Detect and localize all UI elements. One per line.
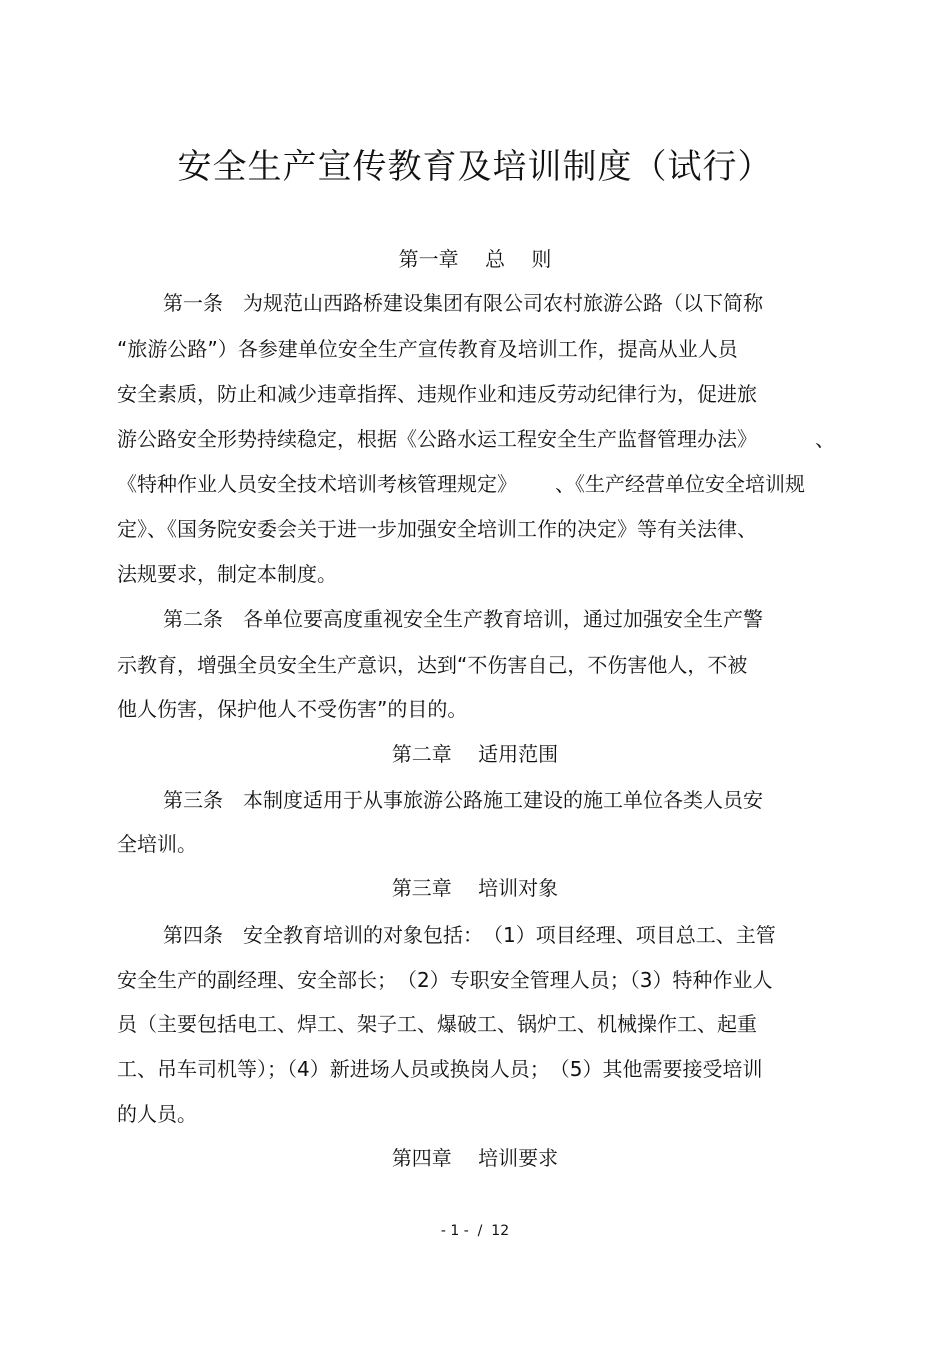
document-title: 安全生产宣传教育及培训制度（试行） [177,147,773,187]
chapter-2-heading: 第二章 适用范围 [391,742,559,766]
chapter-1-heading: 第一章 总 则 [398,247,552,271]
article-1-line-6: 定》、《国务院安委会关于进一步加强安全培训工作的决定》等有关法律、 [117,517,757,541]
article-4-line-1: 第四条 安全教育培训的对象包括： （1）项目经理、项目总工、主管 [163,923,776,947]
article-3-line-1: 第三条 本制度适用于从事旅游公路施工建设的施工单位各类人员安 [163,788,763,812]
article-4-line-3: 员（主要包括电工、焊工、架子工、爆破工、锅炉工、机械操作工、起重 [117,1012,757,1036]
article-1-line-1: 第一条 为规范山西路桥建设集团有限公司农村旅游公路（以下简称 [163,291,763,315]
article-1-line-4: 游公路安全形势持续稳定，根据《公路水运工程安全生产监督管理办法》 [117,427,757,451]
article-4-line-4: 工、吊车司机等）；（4）新进场人员或换岗人员； （5）其他需要接受培训 [117,1057,763,1081]
article-4-line-5: 的人员。 [117,1102,197,1126]
article-3-line-2: 全培训。 [117,832,197,856]
chapter-4-heading: 第四章 培训要求 [391,1146,559,1170]
chapter-3-heading: 第三章 培训对象 [391,876,559,900]
article-4-line-2: 安全生产的副经理、安全部长； （2）专职安全管理人员；（3）特种作业人 [117,968,773,992]
article-2-line-1: 第二条 各单位要高度重视安全生产教育培训，通过加强安全生产警 [163,607,763,631]
article-1-line-3: 安全素质，防止和减少违章指挥、违规作业和违反劳动纪律行为，促进旅 [117,382,757,406]
article-1-line-4-tail: 、 [815,427,835,451]
article-1-line-7: 法规要求，制定本制度。 [117,562,337,586]
page-number: - 1 - / 12 [440,1223,510,1239]
article-2-line-2: 示教育，增强全员安全生产意识，达到“不伤害自己，不伤害他人，不被 [117,653,748,677]
article-1-line-2: “旅游公路”）各参建单位安全生产宣传教育及培训工作，提高从业人员 [117,337,738,361]
article-1-line-5: 《特种作业人员安全技术培训考核管理规定》 [117,472,517,496]
article-2-line-3: 他人伤害，保护他人不受伤害”的目的。 [117,697,468,721]
article-1-line-5-tail: 、《生产经营单位安全培训规 [555,472,805,496]
